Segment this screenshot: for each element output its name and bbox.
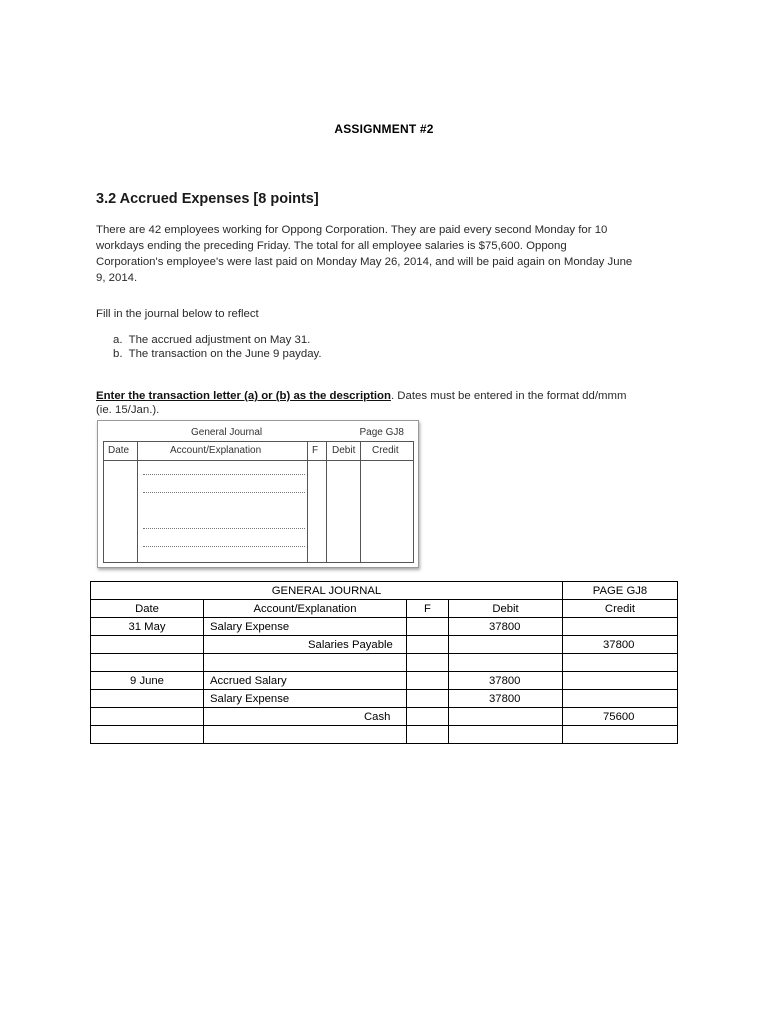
- table-row: [91, 654, 678, 672]
- row-account[interactable]: Salary Expense: [204, 618, 407, 636]
- mini-header-f: F: [312, 445, 319, 456]
- row-f[interactable]: [407, 618, 449, 636]
- row-date[interactable]: [91, 654, 204, 672]
- paragraph-line: 9, 2014.: [96, 272, 138, 284]
- row-date[interactable]: 31 May: [91, 618, 204, 636]
- general-journal-table: [90, 581, 678, 744]
- mini-journal-page: Page GJ8: [359, 427, 404, 438]
- mini-entry-line: [143, 528, 305, 529]
- mini-entry-line: [143, 546, 305, 547]
- header-date: Date: [91, 600, 204, 618]
- task-list: [113, 333, 322, 361]
- row-date[interactable]: [91, 708, 204, 726]
- problem-paragraph: [96, 222, 686, 286]
- header-account: Account/Explanation: [204, 600, 407, 618]
- row-f[interactable]: [407, 690, 449, 708]
- mini-entry-line: [143, 492, 305, 493]
- paragraph-line: Corporation's employee's were last paid on Monday May 26, 2014, and will be paid again on Monday June: [96, 256, 633, 268]
- mini-column-divider: [326, 442, 327, 562]
- row-credit[interactable]: 75600: [563, 708, 678, 726]
- row-f[interactable]: [407, 708, 449, 726]
- row-debit[interactable]: 37800: [449, 618, 563, 636]
- entry-instruction: [96, 389, 696, 417]
- row-credit[interactable]: [563, 690, 678, 708]
- table-row: [91, 618, 678, 636]
- entry-instruction-bold: Enter the transaction letter (a) or (b) as the description: [96, 390, 391, 402]
- table-row: [91, 708, 678, 726]
- mini-journal-title: General Journal: [191, 427, 263, 438]
- row-credit[interactable]: [563, 654, 678, 672]
- row-date[interactable]: 9 June: [91, 672, 204, 690]
- table-row: [91, 636, 678, 654]
- mini-journal-header: [104, 442, 413, 461]
- row-debit[interactable]: 37800: [449, 690, 563, 708]
- journal-title: GENERAL JOURNAL: [91, 582, 563, 600]
- mini-entry-line: [143, 474, 305, 475]
- mini-column-divider: [137, 442, 138, 562]
- table-row: [91, 672, 678, 690]
- section-heading: 3.2 Accrued Expenses [8 points]: [96, 191, 319, 207]
- row-debit[interactable]: 37800: [449, 672, 563, 690]
- row-account[interactable]: Cash: [204, 708, 407, 726]
- mini-header-date: Date: [108, 445, 130, 456]
- mini-header-account: Account/Explanation: [170, 445, 262, 456]
- task-item-a: a. The accrued adjustment on May 31.: [113, 334, 311, 346]
- row-f[interactable]: [407, 672, 449, 690]
- entry-instruction-rest: . Dates must be entered in the format dd/mmm: [390, 390, 627, 402]
- row-debit[interactable]: [449, 726, 563, 744]
- mini-column-divider: [360, 442, 361, 562]
- row-date[interactable]: [91, 636, 204, 654]
- row-date[interactable]: [91, 726, 204, 744]
- mini-header-debit: Debit: [332, 445, 356, 456]
- header-credit: Credit: [563, 600, 678, 618]
- mini-header-credit: Credit: [372, 445, 399, 456]
- paragraph-line: There are 42 employees working for Oppong Corporation. They are paid every second Monday for 10: [96, 224, 608, 236]
- paragraph-line: workdays ending the preceding Friday. The total for all employee salaries is $75,600. Oppong: [96, 240, 567, 252]
- row-account[interactable]: [204, 654, 407, 672]
- row-debit[interactable]: [449, 708, 563, 726]
- row-f[interactable]: [407, 726, 449, 744]
- table-row: [91, 690, 678, 708]
- row-credit[interactable]: [563, 618, 678, 636]
- journal-title-row: [91, 582, 678, 600]
- row-credit[interactable]: [563, 672, 678, 690]
- row-f[interactable]: [407, 636, 449, 654]
- journal-page: PAGE GJ8: [563, 582, 678, 600]
- row-debit[interactable]: [449, 636, 563, 654]
- row-account[interactable]: Salary Expense: [204, 690, 407, 708]
- row-account[interactable]: [204, 726, 407, 744]
- task-item-b: b. The transaction on the June 9 payday.: [113, 348, 322, 360]
- row-f[interactable]: [407, 654, 449, 672]
- assignment-title: ASSIGNMENT #2: [334, 122, 434, 136]
- journal-header-row: [91, 600, 678, 618]
- row-account[interactable]: Salaries Payable: [204, 636, 407, 654]
- row-debit[interactable]: [449, 654, 563, 672]
- entry-instruction-line2: (ie. 15/Jan.).: [96, 404, 160, 416]
- header-f: F: [407, 600, 449, 618]
- fill-in-instruction: Fill in the journal below to reflect: [96, 308, 259, 320]
- row-credit[interactable]: 37800: [563, 636, 678, 654]
- header-debit: Debit: [449, 600, 563, 618]
- row-credit[interactable]: [563, 726, 678, 744]
- row-account[interactable]: Accrued Salary: [204, 672, 407, 690]
- mini-column-divider: [307, 442, 308, 562]
- table-row: [91, 726, 678, 744]
- mini-journal-grid: [103, 441, 414, 563]
- row-date[interactable]: [91, 690, 204, 708]
- journal-template-image: [97, 420, 419, 568]
